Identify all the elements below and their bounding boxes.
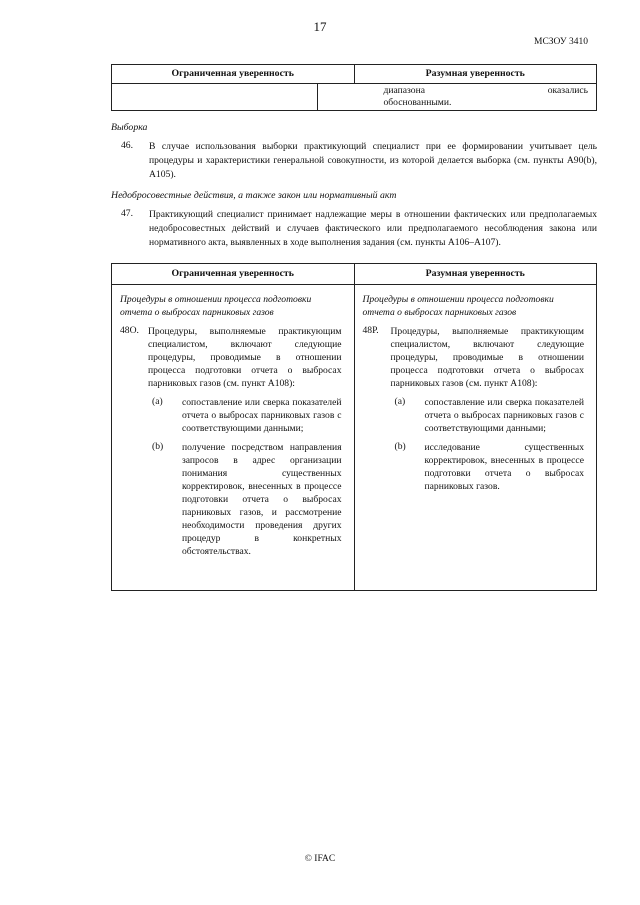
list-item xyxy=(120,441,342,558)
document-code: МСЗОУ 3410 xyxy=(534,37,588,47)
paragraph-text: В случае использования выборки практикующий специалист при ее формировании учитывает цель процедуры и характеристики генеральной совокупности, из которой делается выборка (см. пункты A90(b), A105). xyxy=(149,141,597,180)
limited-assurance-column xyxy=(112,285,355,591)
table-row xyxy=(112,84,596,110)
list-item-text: сопоставление или сверка показателей отчета о выбросах парниковых газов с соответствующими данными; xyxy=(424,397,584,434)
list-item xyxy=(363,441,585,493)
paragraph-text: Практикующий специалист принимает надлежащие меры в отношении фактических или предполагаемых недобросовестных действий и случаев фактического или предполагаемого несоблюдения закона или нормативного акта, выявленных в ходе выполнения задания (см. пункты A106–A107). xyxy=(149,209,597,248)
header-limited-assurance: Ограниченная уверенность xyxy=(112,264,355,284)
table-header xyxy=(112,65,596,84)
paragraph-48r xyxy=(363,325,585,390)
copyright-footer: © IFAC xyxy=(304,854,336,864)
section-title-fraud: Недобросовестные действия, а также закон или нормативный акт xyxy=(111,190,397,201)
list-marker: (a) xyxy=(394,396,406,407)
cell-limited-empty xyxy=(112,84,318,110)
header-reasonable-assurance: Разумная уверенность xyxy=(425,68,525,79)
cell-reasonable-continued xyxy=(318,84,597,110)
table-body xyxy=(112,285,596,591)
continued-text-line: диапазона оказались xyxy=(383,85,588,96)
paragraph-text: Процедуры, выполняемые практикующим специалистом, включают следующие процедуры, проводимые в отношении процесса подготовки отчета о выбросах парниковых газов (см. пункт A108): xyxy=(390,326,584,389)
table-header xyxy=(112,264,596,285)
list-marker: (a) xyxy=(152,396,163,407)
paragraph-code: 48Р. xyxy=(362,325,379,336)
paragraph-code: 48O. xyxy=(120,325,139,336)
list-marker: (b) xyxy=(152,441,164,452)
column-subheading: Процедуры в отношении процесса подготовки отчета о выбросах парниковых газов xyxy=(120,294,312,318)
list-item-text: сопоставление или сверка показателей отчета о выбросах парниковых газов с соответствующими данными; xyxy=(182,397,342,434)
column-subheading: Процедуры в отношении процесса подготовки отчета о выбросах парниковых газов xyxy=(362,294,554,318)
section-title-sampling: Выборка xyxy=(111,122,148,133)
paragraph-text: Процедуры, выполняемые практикующим специалистом, включают следующие процедуры, проводимые в отношении процесса подготовки отчета о выбросах парниковых газов (см. пункт A108): xyxy=(148,326,342,389)
paragraph-48o xyxy=(120,325,342,390)
continued-text-line: обоснованными. xyxy=(383,97,452,108)
paragraph-46 xyxy=(111,140,597,182)
continued-table xyxy=(111,64,597,111)
list-item-text: получение посредством направления запросов в адрес организации понимания существенных корректировок, внесенных в процессе подготовки отчета о выбросах парниковых газов, и рассмотрение необходимости проведения других процедур в конкретных обстоятельствах. xyxy=(182,442,342,557)
paragraph-number: 46. xyxy=(121,140,133,151)
reasonable-assurance-column xyxy=(355,285,597,591)
procedures-table xyxy=(111,263,597,591)
paragraph-number: 47. xyxy=(121,208,133,219)
list-item xyxy=(120,396,342,435)
page-number: 17 xyxy=(313,19,327,34)
list-marker: (b) xyxy=(394,441,406,452)
list-item-text: исследование существенных корректировок, внесенных в процессе подготовки отчета о выбросах парниковых газов. xyxy=(424,442,584,492)
list-item xyxy=(363,396,585,435)
header-reasonable-assurance: Разумная уверенность xyxy=(425,268,525,279)
header-limited-assurance: Ограниченная уверенность xyxy=(112,65,355,83)
paragraph-47 xyxy=(111,208,597,250)
